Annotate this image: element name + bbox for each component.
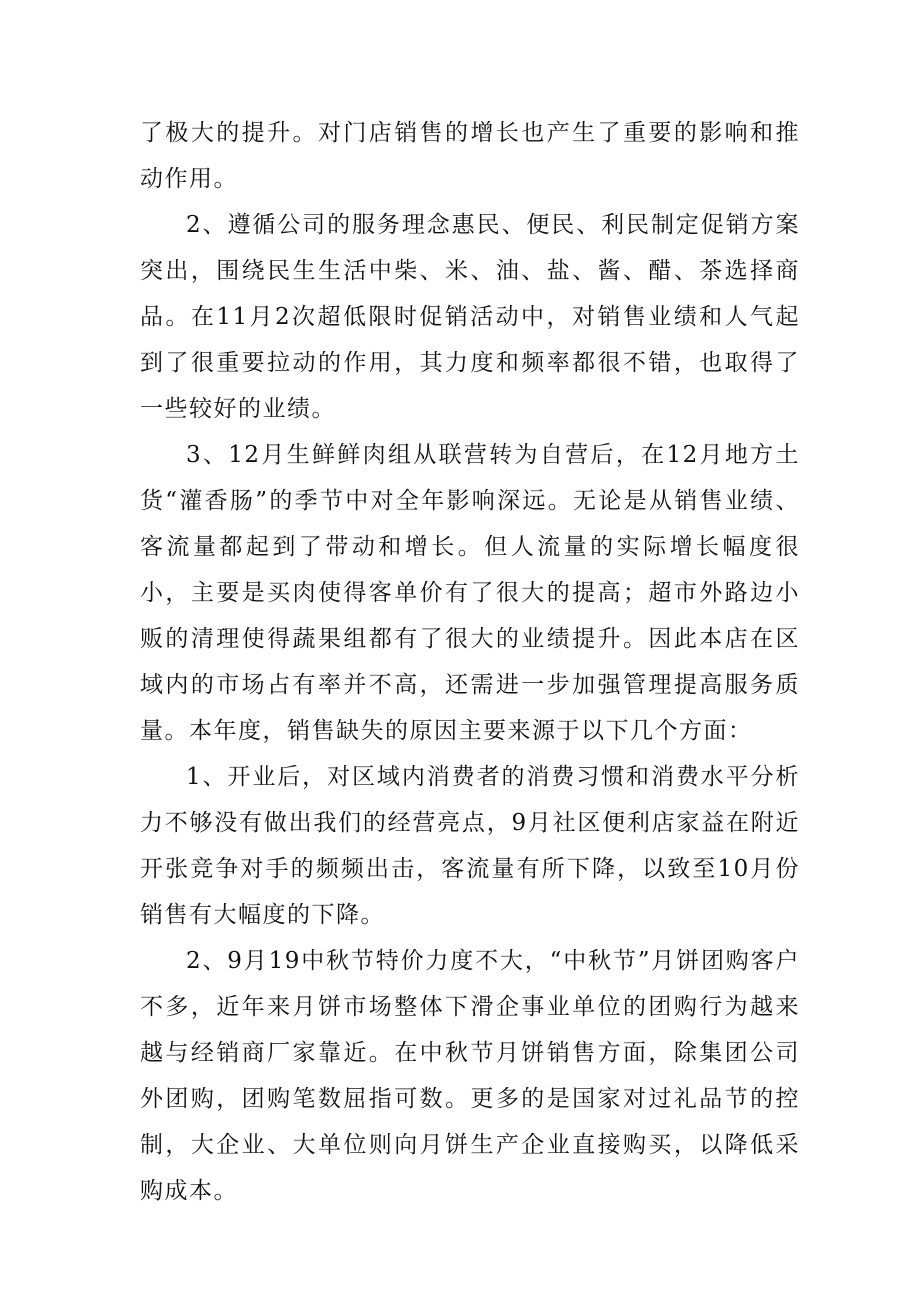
paragraph-loss-reason-1: 1、开业后，对区域内消费者的消费习惯和消费水平分析力不够没有做出我们的经营亮点，9月社区便利店家益在附近开张竞争对手的频频出击，客流量有所下降，以致至10月份销售有大幅度的下降。: [140, 764, 800, 928]
paragraph-item-2-promotion: 2、遵循公司的服务理念惠民、便民、利民制定促销方案突出，围绕民生生活中柴、米、油、盐、酱、醋、茶选择商品。在11月2次超低限时促销活动中，对销售业绩和人气起到了很重要拉动的作用，其力度和频率都很不错，也取得了一些较好的业绩。: [140, 212, 800, 422]
paragraph-continuation: 了极大的提升。对门店销售的增长也产生了重要的影响和推动作用。: [140, 120, 800, 192]
paragraph-item-3-fresh-meat: 3、12月生鲜鲜肉组从联营转为自营后，在12月地方土货“灌香肠”的季节中对全年影响深远。无论是从销售业绩、客流量都起到了带动和增长。但人流量的实际增长幅度很小，主要是买肉使得客单价有了很大的提高；超市外路边小贩的清理使得蔬果组都有了很大的业绩提升。因此本店在区域内的市场占有率并不高，还需进一步加强管理提高服务质量。本年度，销售缺失的原因主要来源于以下几个方面：: [140, 442, 800, 744]
paragraph-loss-reason-2: 2、9月19中秋节特价力度不大，“中秋节”月饼团购客户不多，近年来月饼市场整体下滑企事业单位的团购行为越来越与经销商厂家靠近。在中秋节月饼销售方面，除集团公司外团购，团购笔数屈指可数。更多的是国家对过礼品节的控制，大企业、大单位则向月饼生产企业直接购买，以降低采购成本。: [140, 948, 800, 1204]
document-body: [140, 110, 800, 1214]
